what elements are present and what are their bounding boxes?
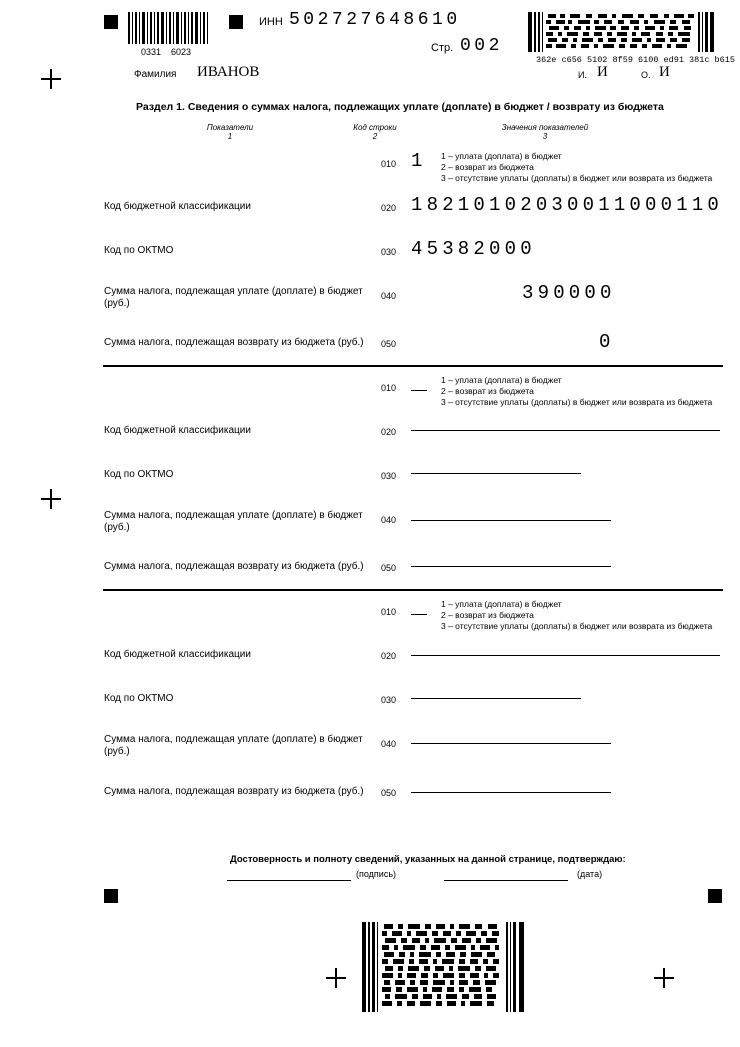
surname-label: Фамилия [134, 69, 177, 80]
inn-label: ИНН [259, 16, 283, 28]
oktmo-field[interactable] [411, 698, 581, 699]
crosshair-mark [41, 69, 61, 89]
payment-type-legend: 1 – уплата (доплата) в бюджет 2 – возврат из бюджета 3 – отсутствие уплаты (доплаты) в бюджет или возврата из бюджета [441, 375, 713, 407]
tax-payable-label: Сумма налога, подлежащая уплате (доплате) в бюджет (руб.) [104, 286, 363, 309]
kbk-value[interactable]: 18210102030011000110 [411, 194, 724, 216]
row-code-020: 020 [381, 651, 397, 661]
date-label: (дата) [577, 869, 603, 879]
date-field[interactable] [444, 880, 568, 881]
kbk-label: Код бюджетной классификации [104, 201, 251, 212]
row-code-020: 020 [381, 203, 397, 213]
row-code-040: 040 [381, 515, 397, 525]
kbk-field[interactable] [411, 430, 720, 431]
row-code-030: 030 [381, 471, 397, 481]
crosshair-mark [41, 489, 61, 509]
signature-field[interactable] [227, 880, 351, 881]
tax-payable-label: Сумма налога, подлежащая уплате (доплате) в бюджет (руб.) [104, 510, 363, 533]
payment-type-legend: 1 – уплата (доплата) в бюджет 2 – возврат из бюджета 3 – отсутствие уплаты (доплаты) в бюджет или возврата из бюджета [441, 599, 713, 631]
page-value: 002 [460, 36, 503, 56]
initial-i-value: И [597, 64, 608, 80]
section-title: Раздел 1. Сведения о суммах налога, подлежащих уплате (доплате) в бюджет / возврату из бюджета [136, 101, 664, 113]
tax-refund-value[interactable]: 0 [599, 331, 615, 353]
tax-payable-label: Сумма налога, подлежащая уплате (доплате) в бюджет (руб.) [104, 734, 363, 757]
kbk-field[interactable] [411, 655, 720, 656]
row-code-010: 010 [381, 383, 397, 393]
oktmo-value[interactable]: 45382000 [411, 238, 536, 260]
tax-refund-label: Сумма налога, подлежащая возврату из бюджета (руб.) [104, 337, 364, 348]
initial-o-value: И [659, 64, 670, 80]
tax-payable-field[interactable] [411, 743, 611, 744]
crosshair-mark [326, 968, 346, 988]
oktmo-label: Код по ОКТМО [104, 693, 174, 704]
registration-square-bottom-right [708, 889, 722, 903]
signature-label: (подпись) [356, 869, 397, 879]
registration-square-bottom-left [104, 889, 118, 903]
row-code-030: 030 [381, 695, 397, 705]
tax-payable-value[interactable]: 390000 [522, 282, 616, 304]
column-header-values: Значения показателей 3 [501, 123, 589, 141]
payment-type-field[interactable] [411, 390, 427, 391]
registration-square-top-mid [229, 15, 243, 29]
kbk-label: Код бюджетной классификации [104, 649, 251, 660]
kbk-label: Код бюджетной классификации [104, 425, 251, 436]
row-code-050: 050 [381, 788, 397, 798]
payment-type-value[interactable]: 1 [411, 150, 427, 172]
section-divider [103, 589, 723, 591]
pdf417-barcode-bottom [362, 922, 524, 1012]
pdf417-barcode-top [528, 12, 714, 52]
oktmo-label: Код по ОКТМО [104, 469, 174, 480]
row-code-020: 020 [381, 427, 397, 437]
row-code-040: 040 [381, 739, 397, 749]
payment-type-field[interactable] [411, 614, 427, 615]
column-header-indicators: Показатели 1 [206, 123, 254, 141]
tax-refund-label: Сумма налога, подлежащая возврату из бюджета (руб.) [104, 561, 364, 572]
surname-value: ИВАНОВ [197, 64, 260, 80]
section-divider [103, 365, 723, 367]
tax-payable-field[interactable] [411, 520, 611, 521]
initial-o-label: О. [641, 70, 651, 80]
registration-square-top-left [104, 15, 118, 29]
oktmo-field[interactable] [411, 473, 581, 474]
row-code-010: 010 [381, 159, 397, 169]
inn-value: 502727648610 [289, 10, 461, 30]
linear-barcode [128, 12, 208, 44]
row-code-010: 010 [381, 607, 397, 617]
column-header-line-code: Код строки 2 [353, 123, 397, 141]
page-label: Стр. [431, 42, 454, 54]
tax-refund-field[interactable] [411, 566, 611, 567]
confirmation-text: Достоверность и полноту сведений, указанных на данной странице, подтверждаю: [230, 854, 626, 865]
oktmo-label: Код по ОКТМО [104, 245, 174, 256]
row-code-050: 050 [381, 339, 397, 349]
tax-refund-label: Сумма налога, подлежащая возврату из бюджета (руб.) [104, 786, 364, 797]
row-code-030: 030 [381, 247, 397, 257]
initial-i-label: И. [578, 70, 587, 80]
barcode-hex-code: 362e c656 5102 8f59 6100 ed91 381c b615 [536, 55, 735, 65]
row-code-050: 050 [381, 563, 397, 573]
tax-refund-field[interactable] [411, 792, 611, 793]
crosshair-mark [654, 968, 674, 988]
row-code-040: 040 [381, 291, 397, 301]
barcode-numbers: 0331 6023 [141, 47, 192, 57]
payment-type-legend: 1 – уплата (доплата) в бюджет 2 – возврат из бюджета 3 – отсутствие уплаты (доплаты) в бюджет или возврата из бюджета [441, 151, 713, 183]
